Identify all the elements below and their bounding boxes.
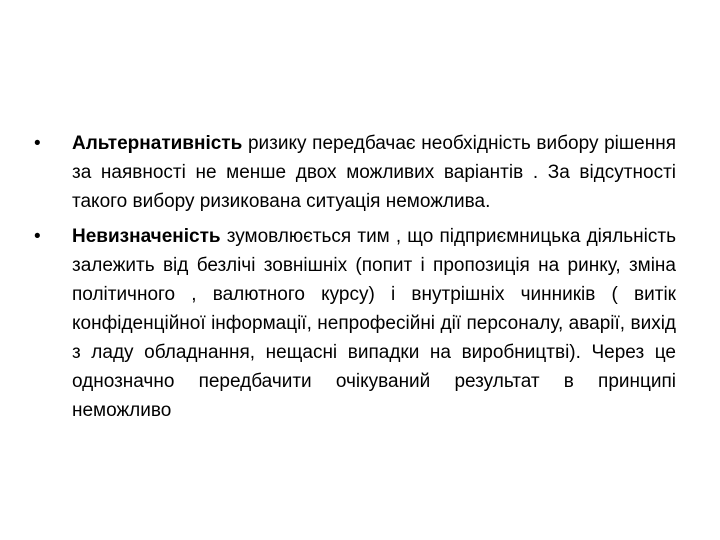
bullet-item-uncertainty — [34, 222, 676, 425]
bullet-text: зумовлюється тим , що підприємницька діяльність залежить від безлічі зовнішніх (попит і пропозиція на ринку, зміна політичного , валютного курсу) і внутрішніх чинників ( витік конфіденційної інформації, непрофесійні дії персоналу, аварії, вихід з ладу обладнання, нещасні випадки на виробництві). Через це однозначно передбачити очікуваний результат в принципі неможливо — [72, 226, 676, 421]
bullet-icon: • — [34, 133, 41, 154]
bullet-item-alternativity — [34, 129, 676, 216]
bullet-term: Невизначеність — [72, 226, 221, 247]
bullet-list — [34, 129, 676, 431]
bullet-icon: • — [34, 226, 41, 247]
bullet-text: ризику передбачає необхідність вибору рішення за наявності не менше двох можливих варіантів . За відсутності такого вибору ризикована ситуація неможлива. — [72, 133, 676, 212]
bullet-term: Альтернативність — [72, 133, 243, 154]
